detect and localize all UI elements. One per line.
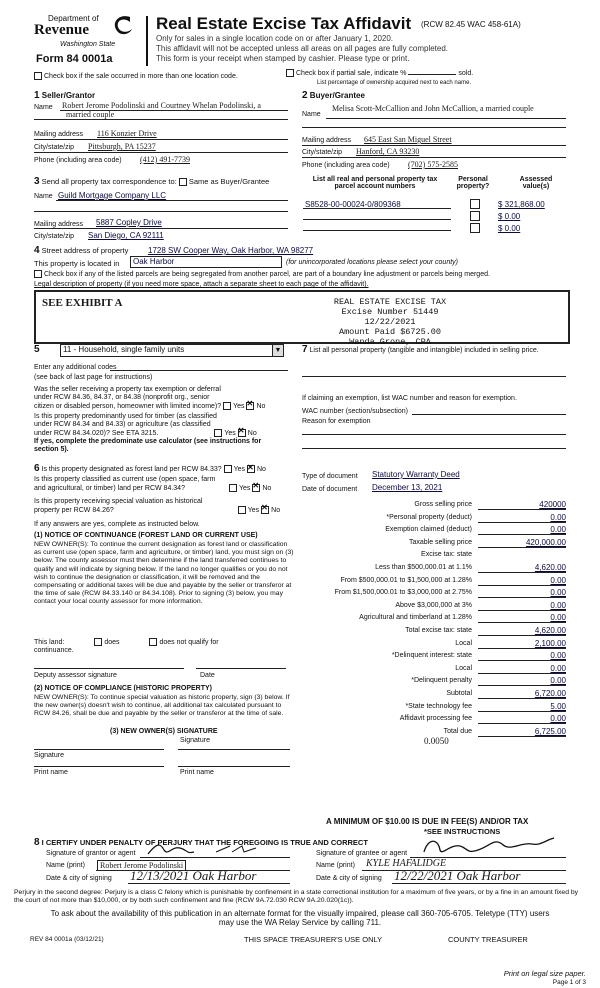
form-number: Form 84 0001a — [36, 53, 113, 65]
seller-mailing[interactable]: 116 Konzier Drive — [97, 129, 157, 138]
buyer-name-label: Name — [302, 111, 321, 118]
perjury-notice: Perjury in the second degree: Perjury is a class C felony which is punishable by confinement in a state correctional institution for a maximum of five years, or by a fine in an amount fixed by the court of not more than $10,000, or by both such confinement and fine (RCW 9A.72.030 RCW 9A.20.020(1c)). — [14, 889, 579, 904]
exempt-label: If claiming an exemption, list WAC number and reason for exemption. — [302, 395, 517, 402]
page-title: Real Estate Excise Tax Affidavit — [156, 14, 412, 33]
header-note-3: This form is your receipt when stamped by cashier. Please type or print. — [156, 54, 410, 63]
minimum-due: A MINIMUM OF $10.00 IS DUE IN FEE(S) AND/OR TAX — [326, 817, 529, 826]
seller-city[interactable]: Pittsburgh, PA 15237 — [88, 142, 156, 151]
tax-row-value[interactable]: 0.00 — [550, 651, 566, 660]
street-label: 4 Street address of property — [34, 245, 129, 256]
does-not-checkbox[interactable] — [149, 638, 157, 646]
this-land-row: This land: does does not qualify for — [34, 638, 219, 646]
tax-row-label: Excise tax: state — [421, 551, 472, 558]
tax-row-label: Agricultural and timberland at 1.28% — [359, 614, 472, 621]
tax-row-label: *Personal property (deduct) — [386, 514, 472, 521]
seller-phone[interactable]: (412) 491-7739 — [140, 155, 190, 164]
deputy-date-label: Date — [200, 672, 215, 679]
tax-row-value[interactable]: 5.00 — [550, 702, 566, 711]
tax-row-value[interactable]: 0.00 — [550, 601, 566, 610]
personal-col-header: Personal property? — [456, 176, 490, 190]
tax-row-label: Exemption claimed (deduct) — [385, 526, 472, 533]
see-instructions: *SEE INSTRUCTIONS — [424, 827, 501, 836]
dor-logo — [34, 14, 134, 56]
assessed-value-1[interactable]: $ 321,868.00 — [498, 200, 545, 209]
seller-phone-label: Phone (including area code) — [34, 157, 122, 164]
seller-heading: 1 Seller/Grantor — [34, 90, 96, 101]
partial-sale-checkbox[interactable] — [286, 69, 294, 77]
assessed-value-2[interactable]: $ 0.00 — [498, 212, 521, 221]
land-use-value: 11 - Household, single family units — [63, 345, 185, 354]
tax-row-value[interactable]: 0.00 — [550, 714, 566, 723]
tax-row-label: *State technology fee — [405, 703, 472, 710]
if-any-yes: If any answers are yes, complete as instructed below. — [34, 521, 200, 528]
signature-label-1: Signature — [34, 752, 64, 759]
print-name-label-1: Print name — [34, 769, 68, 776]
doc-date[interactable]: December 13, 2021 — [372, 483, 443, 492]
buyer-mailing-label: Mailing address — [302, 137, 352, 144]
multi-location-checkbox-row[interactable]: Check box if the sale occurred in more than one location code. — [34, 72, 238, 80]
current-use-yes-checkbox[interactable] — [229, 484, 237, 492]
tax-row-value[interactable]: 0.00 — [550, 513, 566, 522]
local-rate: 0.0050 — [424, 736, 449, 746]
doc-date-label: Date of document — [302, 486, 358, 493]
buyer-city-label: City/state/zip — [302, 149, 343, 156]
grantor-sig-label: Signature of grantor or agent — [46, 850, 136, 857]
dept-line1: Department of — [48, 14, 99, 23]
buyer-phone-label: Phone (including area code) — [302, 162, 390, 169]
section5-num: 5 — [34, 344, 40, 355]
doc-type-label: Type of document — [302, 473, 358, 480]
tax-row-label: Gross selling price — [414, 501, 472, 508]
header-divider — [146, 16, 148, 66]
multi-location-checkbox[interactable] — [34, 72, 42, 80]
seller-name-line1: Robert Jerome Podolinski and Courtney Whelan Podolinski, a — [62, 101, 261, 110]
tax-row-value[interactable]: 420,000.00 — [525, 538, 566, 547]
tax-row-label: Affidavit processing fee — [399, 715, 472, 722]
certify-text: 8 I CERTIFY UNDER PENALTY OF PERJURY THAT THE FOREGOING IS TRUE AND CORRECT — [34, 837, 368, 848]
stamp-line4: Amount Paid $6725.00 — [338, 327, 442, 337]
parcel-number[interactable]: S8528-00-00024-0/809368 — [305, 200, 401, 209]
located-note: (for unincorporated locations please select your county) — [286, 259, 458, 266]
historic-no-checkbox[interactable] — [261, 506, 269, 514]
corr-city-label: City/state/zip — [34, 233, 75, 240]
grantee-date-city[interactable]: 12/22/2021 Oak Harbor — [394, 868, 521, 883]
tax-row-value[interactable]: 0.00 — [550, 576, 566, 585]
grantor-name-label: Name (print) — [46, 862, 85, 869]
segregated-checkbox[interactable] — [34, 270, 42, 278]
historic-yes-checkbox[interactable] — [238, 506, 246, 514]
corr-mailing[interactable]: 5887 Copley Drive — [96, 218, 162, 227]
corr-mailing-label: Mailing address — [34, 221, 84, 228]
header-note-2: This affidavit will not be accepted unless all areas on all pages are fully completed. — [156, 44, 449, 53]
exhibit-text: SEE EXHIBIT A — [42, 297, 123, 309]
tax-row-value[interactable]: 4,620.00 — [534, 626, 566, 635]
buyer-name[interactable]: Melisa Scott-McCallion and John McCallion, a married couple — [332, 104, 534, 113]
stamp-line3: 12/22/2021 — [364, 317, 416, 327]
does-checkbox[interactable] — [94, 638, 102, 646]
signature-label-2: Signature — [180, 737, 210, 744]
treasurer-use-only: THIS SPACE TREASURER'S USE ONLY — [244, 935, 383, 944]
tax-row-label: Total due — [443, 728, 472, 735]
timber-yes-checkbox[interactable] — [214, 429, 222, 437]
seller-name-label: Name — [34, 104, 53, 111]
corr-city[interactable]: San Diego, CA 92111 — [88, 231, 164, 240]
alt-format-notice: To ask about the availability of this publication in an alternate format for the visually impaired, please call 360-705-6705. Teletype (TTY) users may use the WA Relay Service by calling 711. — [50, 909, 550, 927]
continuance-body: NEW OWNER(S): To continue the current designation as forest land or classification as current use (open space, farm and agriculture, or timber) land, you must sign on (3) below. The county assessor must then determine if the land transferred continues to qualify and will indicate by signing below. If the land no longer qualifies or you do not wish to continue the designation or classification, it will be removed and the compensating or additional taxes will be due and payable by the seller or transferor at the time of sale (RCW 84.33.140 or 84.34.108). Prior to signing (3) below, you may contact your local county assessor for more information. — [34, 541, 294, 606]
personal-property-checkbox-3[interactable] — [470, 223, 480, 233]
buyer-city[interactable]: Hanford, CA 93230 — [356, 147, 420, 156]
tax-row-label: Total excise tax: state — [405, 627, 472, 634]
tax-row-value[interactable]: 420000 — [539, 500, 566, 509]
parcel-col-header: List all real and personal property tax parcel account numbers — [312, 176, 438, 190]
tax-row-value[interactable]: 0.00 — [550, 525, 566, 534]
assessed-value-3[interactable]: $ 0.00 — [498, 224, 521, 233]
page-number: Page 1 of 3 — [552, 979, 586, 986]
buyer-phone[interactable]: (702) 575-2585 — [408, 160, 458, 169]
compliance-heading: (2) NOTICE OF COMPLIANCE (HISTORIC PROPERTY) — [34, 685, 212, 692]
new-owner-sig-heading: (3) NEW OWNER(S) SIGNATURE — [110, 728, 218, 735]
tax-row-value[interactable]: 6,720.00 — [534, 689, 566, 698]
seller-mailing-label: Mailing address — [34, 131, 84, 138]
section7-text: 7 List all personal property (tangible and intangible) included in selling price. — [302, 344, 539, 355]
tax-row-value[interactable]: 0.00 — [550, 613, 566, 622]
list-pct-note: List percentage of ownership acquired next to each name. — [317, 80, 472, 86]
same-as-buyer-checkbox[interactable] — [179, 178, 187, 186]
land-use-select[interactable] — [60, 344, 284, 357]
exemption-no-checkbox[interactable] — [246, 402, 254, 410]
continuance-word: continuance. — [34, 647, 74, 654]
deputy-sig-label: Deputy assessor signature — [34, 672, 117, 679]
tax-row-label: *Delinquent interest: state — [391, 652, 472, 659]
tax-row-value[interactable]: 0.00 — [550, 588, 566, 597]
forest-yes-checkbox[interactable] — [224, 465, 232, 473]
current-use-question: Is this property classified as current use (open space, farm and agricultural, or timber) land per RCW 84.34? Yes ✕ No — [34, 476, 296, 493]
exemption-question: Was the seller receiving a property tax exemption or deferral under RCW 84.36, 84.37, or 84.38 (nonprofit org., senior citizen or disabled person, homeowner with limited income)? Yes ✕ No — [34, 386, 290, 411]
tax-row-label: Less than $500,000.01 at 1.1% — [375, 564, 472, 571]
tax-row-value[interactable]: 2,100.00 — [534, 639, 566, 648]
seller-name-line2: married couple — [66, 110, 115, 119]
grantee-name-label: Name (print) — [316, 862, 355, 869]
exemption-yes-checkbox[interactable] — [223, 402, 231, 410]
dept-line3: Washington State — [60, 41, 116, 48]
tax-row-label: Local — [455, 665, 472, 672]
corr-name-label: Name — [34, 193, 53, 200]
header-note-1: Only for sales in a single location code on or after January 1, 2020. — [156, 34, 394, 43]
swoosh-icon — [110, 14, 136, 38]
rev-number: REV 84 0001a (03/12/21) — [30, 936, 104, 943]
grantee-signature — [420, 834, 560, 858]
rcw-ref: (RCW 82.45 WAC 458-61A) — [421, 20, 521, 29]
seller-city-label: City/state/zip — [34, 144, 75, 151]
grantee-date-label: Date & city of signing — [316, 875, 382, 882]
tax-row-value[interactable]: 4,620.00 — [534, 563, 566, 572]
stamp-line2: Excise Number 51449 — [341, 307, 439, 317]
tax-row-label: Taxable selling price — [408, 539, 472, 546]
grantor-date-city[interactable]: 12/13/2021 Oak Harbor — [130, 868, 257, 883]
partial-sale-checkbox-row[interactable]: Check box if partial sale, indicate % sold. — [286, 69, 473, 77]
stamp-line1: REAL ESTATE EXCISE TAX — [333, 297, 447, 307]
treasurer-stamp — [300, 297, 480, 347]
timber-question: Is this property predominantly used for timber (as classified under RCW 84.34 and 84.33) or agriculture (as classified under RCW 84.34.020)? See ETA 3215. Yes ✕ No If yes, complete the predominate use calculator (see instructions for section 5). — [34, 413, 290, 454]
tax-row-value[interactable]: 0.00 — [550, 676, 566, 685]
personal-property-checkbox-2[interactable] — [470, 211, 480, 221]
grantee-sig-label: Signature of grantee or agent — [316, 850, 408, 857]
forest-question: 6 Is this property designated as forest land per RCW 84.33? Yes ✕ No — [34, 463, 296, 474]
tax-row-label: *Delinquent penalty — [411, 677, 472, 684]
wac-label: WAC number (section/subsection) — [302, 408, 408, 415]
stamp-line5: Wanda Grone, CPA — [349, 337, 431, 347]
corr-name[interactable]: Guild Mortgage Company LLC — [58, 191, 167, 200]
tax-row-label: From $1,500,000.01 to $3,000,000 at 2.75% — [334, 589, 472, 596]
county-treasurer: COUNTY TREASURER — [448, 935, 528, 944]
grantor-name[interactable]: Robert Jerome Podolinski — [97, 860, 186, 871]
grantee-name[interactable]: KYLE HAFALIDGE — [366, 858, 447, 869]
reason-label: Reason for exemption — [302, 418, 371, 425]
legal-label: Legal description of property (if you need more space, attach a separate sheet to each page of the affidavit). — [34, 281, 369, 288]
historic-question: Is this property receiving special valuation as historical property per RCW 84.26? Yes ✕ No — [34, 498, 296, 515]
current-use-no-checkbox[interactable] — [252, 484, 260, 492]
tax-row-label: Subtotal — [446, 690, 472, 697]
tax-row-label: Above $3,000,000 at 3% — [395, 602, 472, 609]
personal-property-checkbox-1[interactable] — [470, 199, 480, 209]
print-name-label-2: Print name — [180, 769, 214, 776]
segregated-checkbox-row[interactable]: Check box if any of the listed parcels are being segregated from another parcel, are part of a boundary line adjustment or parcels being merged. — [34, 270, 490, 278]
forest-no-checkbox[interactable] — [247, 465, 255, 473]
tax-row-value[interactable]: 6,725.00 — [534, 727, 566, 736]
buyer-mailing[interactable]: 645 East San Miguel Street — [364, 135, 452, 144]
section3-heading: 3 Send all property tax correspondence to: Same as Buyer/Grantee — [34, 176, 270, 187]
timber-no-checkbox[interactable] — [238, 429, 246, 437]
compliance-body: NEW OWNER(S): To continue special valuation as historic property, sign (3) below. If the new owner(s) doesn't wish to continue, all additional tax calculated pursuant to RCW 84.26, shall be due and payable by the seller or transferor at the time of sale. — [34, 694, 290, 718]
tax-row-label: From $500,000.01 to $1,500,000 at 1.28% — [340, 577, 472, 584]
codes-label: Enter any additional codes — [34, 364, 117, 371]
continuance-heading: (1) NOTICE OF CONTINUANCE (FOREST LAND OR CURRENT USE) — [34, 532, 258, 539]
buyer-heading: 2 Buyer/Grantee — [302, 90, 365, 101]
location-select[interactable]: Oak Harbor — [130, 256, 282, 268]
dept-line2: Revenue — [34, 22, 89, 38]
grantor-signature — [146, 840, 266, 858]
tax-row-value[interactable]: 0.00 — [550, 664, 566, 673]
legal-paper-note: Print on legal size paper. — [503, 969, 586, 978]
grantor-date-label: Date & city of signing — [46, 875, 112, 882]
codes-note: (see back of last page for instructions) — [34, 374, 153, 381]
tax-row-label: Local — [455, 640, 472, 647]
located-label: This property is located in — [34, 259, 120, 268]
street-address[interactable]: 1728 SW Cooper Way, Oak Harbor, WA 98277 — [148, 246, 314, 255]
dropdown-arrow-icon[interactable]: ▼ — [272, 345, 283, 356]
assessed-col-header: Assessed value(s) — [519, 176, 553, 190]
doc-type[interactable]: Statutory Warranty Deed — [372, 470, 460, 479]
